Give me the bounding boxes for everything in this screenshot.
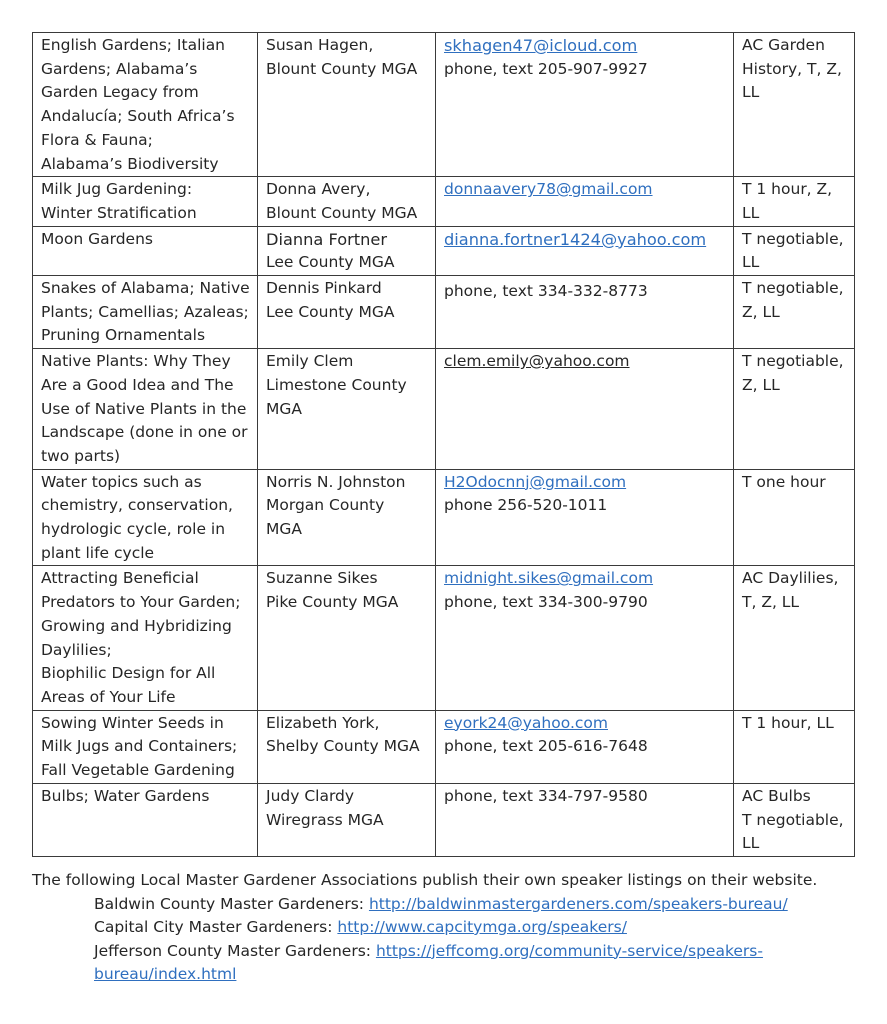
- topics-cell: [33, 276, 258, 349]
- footer-entry-label: Jefferson County Master Gardeners:: [94, 941, 376, 960]
- email-link[interactable]: skhagen47@icloud.com: [444, 36, 638, 55]
- topic-line: Sowing Winter Seeds in: [41, 713, 224, 732]
- contact-cell: [436, 710, 734, 783]
- speaker-cell: [258, 226, 436, 275]
- footer-section: [32, 869, 862, 987]
- phone-text: phone, text 334-797-9580: [444, 786, 648, 805]
- speaker-line: Blount County MGA: [266, 203, 418, 222]
- speaker-line: MGA: [266, 520, 302, 539]
- email-link[interactable]: eyork24@yahoo.com: [444, 713, 608, 732]
- notes-line: History, T, Z,: [742, 59, 842, 78]
- speaker-line: Blount County MGA: [266, 59, 418, 78]
- speaker-cell: [258, 33, 436, 177]
- topic-line: Landscape (done in one or: [41, 423, 248, 442]
- topic-line: Milk Jugs and Containers;: [41, 737, 238, 756]
- notes-line: T 1 hour, Z,: [742, 180, 833, 199]
- notes-cell: [734, 710, 855, 783]
- topic-line: plant life cycle: [41, 543, 155, 562]
- footer-url-link[interactable]: bureau/index.html: [94, 965, 237, 983]
- email-link[interactable]: donnaavery78@gmail.com: [444, 180, 653, 199]
- speaker-line: MGA: [266, 399, 302, 418]
- topics-cell: [33, 226, 258, 275]
- speaker-line: Donna Avery,: [266, 180, 371, 199]
- table-row: [33, 33, 855, 177]
- footer-url-link[interactable]: http://baldwinmastergardeners.com/speakers-bureau/: [368, 894, 788, 913]
- notes-cell: [734, 349, 855, 470]
- notes-line: T, Z, LL: [742, 593, 800, 612]
- topics-cell: [33, 469, 258, 566]
- topic-line: English Gardens; Italian: [41, 36, 226, 54]
- speaker-line: Suzanne Sikes: [266, 569, 378, 588]
- topic-line: Use of Native Plants in the: [41, 399, 247, 418]
- contact-cell: [436, 226, 734, 275]
- topic-line: Are a Good Idea and The: [41, 375, 234, 394]
- speaker-cell: [258, 469, 436, 566]
- topic-line: Water topics such as: [41, 472, 202, 491]
- speaker-cell: [258, 177, 436, 226]
- topics-cell: [33, 566, 258, 710]
- speaker-line: Lee County MGA: [266, 253, 395, 272]
- table-row: [33, 349, 855, 470]
- phone-text: phone, text 334-332-8773: [444, 282, 648, 301]
- speaker-line: Pike County MGA: [266, 593, 399, 612]
- contact-cell: [436, 349, 734, 470]
- phone-text: phone, text 334-300-9790: [444, 593, 648, 612]
- topic-line: hydrologic cycle, role in: [41, 520, 226, 539]
- topic-line: Plants; Camellias; Azaleas;: [41, 302, 249, 321]
- topic-line: Attracting Beneficial: [41, 569, 199, 588]
- topic-line: Native Plants: Why They: [41, 352, 231, 371]
- topic-line: Biophilic Design for All: [41, 664, 216, 683]
- notes-cell: [734, 276, 855, 349]
- contact-cell: [436, 33, 734, 177]
- speaker-line: Shelby County MGA: [266, 737, 420, 756]
- contact-cell: [436, 469, 734, 566]
- table-row: [33, 177, 855, 226]
- notes-cell: [734, 33, 855, 177]
- speaker-cell: [258, 349, 436, 470]
- email-link[interactable]: midnight.sikes@gmail.com: [444, 569, 654, 588]
- topic-line: Bulbs; Water Gardens: [41, 786, 210, 805]
- notes-line: LL: [742, 83, 760, 102]
- notes-line: T negotiable,: [742, 229, 844, 248]
- speaker-line: Dianna Fortner: [266, 229, 387, 249]
- topic-line: Predators to Your Garden;: [41, 593, 241, 612]
- table-row: [33, 469, 855, 566]
- topics-cell: [33, 783, 258, 856]
- notes-cell: [734, 566, 855, 710]
- topic-line: Fall Vegetable Gardening: [41, 761, 235, 780]
- contact-cell: [436, 566, 734, 710]
- notes-line: LL: [742, 253, 760, 272]
- speaker-line: Limestone County: [266, 375, 407, 394]
- topic-line: Flora & Fauna;: [41, 130, 153, 149]
- speaker-cell: [258, 783, 436, 856]
- footer-entry: [32, 893, 862, 917]
- topic-line: Andalucía; South Africa’s: [41, 107, 235, 126]
- topic-line: Pruning Ornamentals: [41, 326, 206, 345]
- speaker-line: Judy Clardy: [266, 786, 355, 805]
- footer-url-link[interactable]: https://jeffcomg.org/community-service/speakers-: [375, 941, 763, 960]
- speaker-line: Wiregrass MGA: [266, 810, 384, 829]
- email-link[interactable]: H2Odocnnj@gmail.com: [444, 472, 627, 491]
- notes-line: T negotiable,: [742, 279, 844, 298]
- notes-line: Z, LL: [742, 375, 780, 394]
- notes-line: AC Daylilies,: [742, 569, 839, 588]
- topic-line: two parts): [41, 446, 121, 465]
- notes-line: T negotiable,: [742, 352, 844, 371]
- topic-line: Alabama’s Biodiversity: [41, 154, 219, 173]
- notes-line: LL: [742, 834, 760, 853]
- table-row: [33, 226, 855, 275]
- table-row: [33, 566, 855, 710]
- notes-line: AC Garden: [742, 36, 825, 54]
- contact-cell: [436, 177, 734, 226]
- speaker-line: Morgan County: [266, 496, 385, 515]
- speaker-line: Dennis Pinkard: [266, 279, 382, 298]
- table-row: [33, 276, 855, 349]
- email-text: clem.emily@yahoo.com: [444, 352, 630, 371]
- speakers-table: [32, 32, 855, 857]
- footer-entries: [32, 893, 862, 987]
- email-link[interactable]: dianna.fortner1424@yahoo.com: [444, 229, 707, 249]
- speaker-line: Norris N. Johnston: [266, 472, 406, 491]
- footer-entry-label: Capital City Master Gardeners:: [94, 918, 338, 936]
- topics-cell: [33, 177, 258, 226]
- table-row: [33, 783, 855, 856]
- notes-line: LL: [742, 203, 760, 222]
- notes-line: Z, LL: [742, 302, 780, 321]
- notes-cell: [734, 469, 855, 566]
- topic-line: Snakes of Alabama; Native: [41, 279, 250, 298]
- footer-url-link[interactable]: http://www.capcitymga.org/speakers/: [337, 918, 627, 936]
- notes-line: T negotiable,: [742, 810, 844, 829]
- topic-line: Areas of Your Life: [41, 687, 176, 706]
- topic-line: chemistry, conservation,: [41, 496, 233, 515]
- phone-text: phone 256-520-1011: [444, 496, 608, 515]
- table-row: [33, 710, 855, 783]
- topics-cell: [33, 710, 258, 783]
- topic-line: Growing and Hybridizing: [41, 616, 232, 635]
- footer-intro: The following Local Master Gardener Associations publish their own speaker listings on their website.: [32, 871, 818, 889]
- speaker-line: Susan Hagen,: [266, 36, 374, 54]
- phone-text: phone, text 205-616-7648: [444, 737, 648, 756]
- notes-cell: [734, 226, 855, 275]
- footer-entry: [32, 940, 862, 987]
- notes-line: AC Bulbs: [742, 786, 811, 805]
- speaker-cell: [258, 566, 436, 710]
- contact-cell: [436, 276, 734, 349]
- speaker-line: Emily Clem: [266, 352, 354, 371]
- topics-cell: [33, 33, 258, 177]
- notes-cell: [734, 783, 855, 856]
- speakers-table-body: [33, 33, 855, 857]
- footer-entry-label: Baldwin County Master Gardeners:: [94, 894, 369, 913]
- phone-text: phone, text 205-907-9927: [444, 59, 648, 78]
- topic-line: Winter Stratification: [41, 203, 197, 222]
- speaker-cell: [258, 710, 436, 783]
- notes-cell: [734, 177, 855, 226]
- contact-cell: [436, 783, 734, 856]
- speaker-line: Lee County MGA: [266, 302, 395, 321]
- topic-line: Gardens; Alabama’s: [41, 59, 198, 78]
- topic-line: Milk Jug Gardening:: [41, 180, 193, 199]
- speaker-line: Elizabeth York,: [266, 713, 380, 732]
- notes-line: T 1 hour, LL: [742, 713, 834, 732]
- topic-line: Daylilies;: [41, 640, 112, 659]
- speaker-cell: [258, 276, 436, 349]
- topic-line: Garden Legacy from: [41, 83, 199, 102]
- topics-cell: [33, 349, 258, 470]
- notes-line: T one hour: [742, 472, 826, 491]
- topic-line: Moon Gardens: [41, 229, 153, 248]
- footer-entry: [32, 916, 862, 940]
